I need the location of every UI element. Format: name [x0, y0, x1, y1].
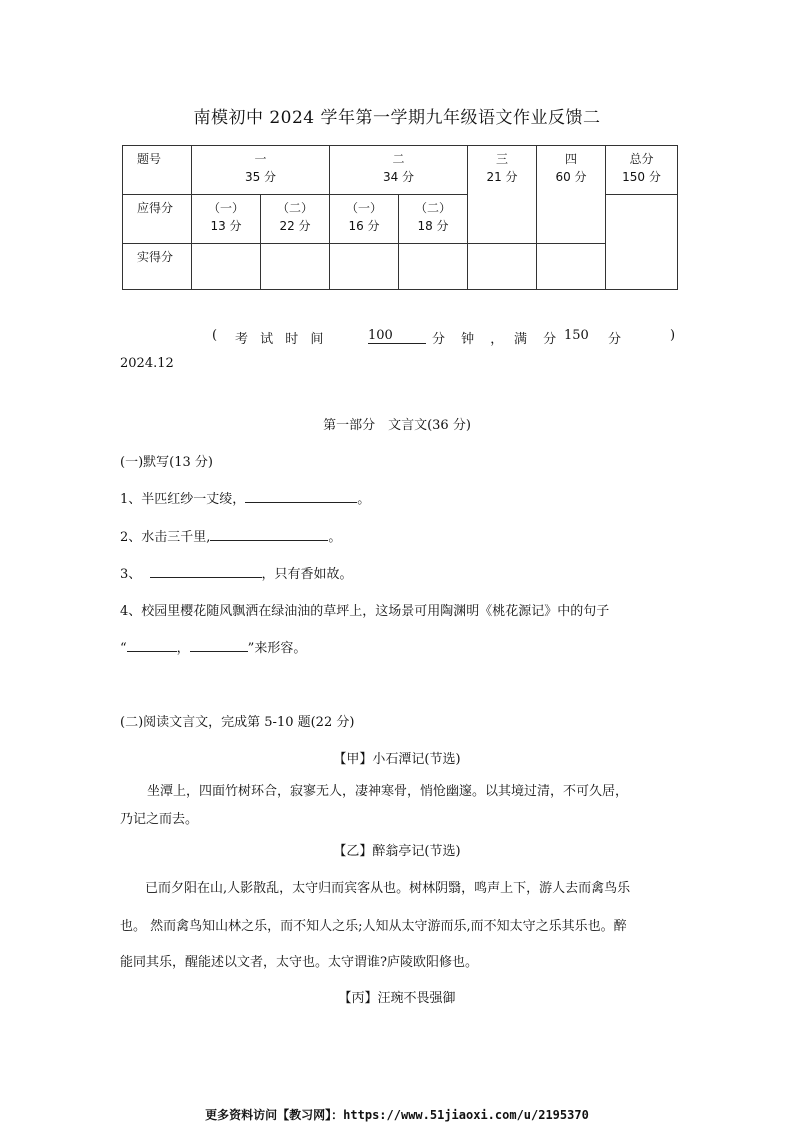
subpart-cell: （一） 13 分	[192, 195, 261, 244]
minutes-label: 分 钟 ，	[432, 332, 510, 347]
section-four-cell: 四 60 分	[537, 146, 606, 244]
exam-time-value: 100	[368, 328, 428, 344]
exam-info-open: (	[212, 328, 218, 343]
question-2: 2、水击三千里, 。	[120, 530, 342, 545]
passage-jia-line: 乃记之而去。	[120, 812, 199, 827]
answer-blank[interactable]	[210, 528, 328, 541]
passage-bing-title: 【丙】汪琬不畏强御	[338, 991, 456, 1006]
header-label: 题号	[123, 146, 192, 195]
question-3: 3、 ，只有香如故。	[120, 567, 353, 582]
page-title: 南模初中 2024 学年第一学期九年级语文作业反馈二	[193, 108, 601, 128]
subpart-cell: （一） 16 分	[330, 195, 399, 244]
passage-jia-title: 【甲】小石潭记(节选)	[333, 752, 461, 767]
passage-yi-line: 也。 然而禽鸟知山林之乐，而不知人之乐;人知从太守游而乐,而不知太守之乐其乐也。醉	[120, 919, 627, 934]
answer-blank[interactable]	[150, 565, 262, 578]
total-score-blank	[606, 195, 678, 290]
total-cell: 总分 150 分	[606, 146, 678, 195]
section2-heading: (二)阅读文言文，完成第 5-10 题(22 分)	[120, 715, 355, 730]
passage-yi-line: 能同其乐，醒能述以文者，太守也。太守谓谁?庐陵欧阳修也。	[120, 955, 478, 970]
question-4: 4、校园里樱花随风飘洒在绿油油的草坪上，这场景可用陶渊明《桃花源记》中的句子	[120, 604, 610, 619]
actual-score-label: 实得分	[123, 244, 192, 290]
passage-jia-line: 坐潭上，四面竹树环合，寂寥无人，凄神寒骨，悄怆幽邃。以其境过清，不可久居，	[147, 784, 629, 799]
section-three-cell: 三 21 分	[468, 146, 537, 244]
due-score-label: 应得分	[123, 195, 192, 244]
question-1: 1、半匹红纱一丈绫， 。	[120, 492, 371, 507]
section1-heading: (一)默写(13 分)	[120, 455, 213, 470]
points-label: 分	[608, 332, 622, 347]
score-blank	[468, 244, 537, 290]
score-blank	[537, 244, 606, 290]
exam-info-close: )	[670, 328, 676, 343]
score-blank	[192, 244, 261, 290]
score-blank	[399, 244, 468, 290]
full-score-label: 满 分	[514, 332, 563, 347]
question-4-cont: “ ， ”来形容。	[120, 641, 307, 656]
subpart-cell: （二） 22 分	[261, 195, 330, 244]
passage-yi-title: 【乙】醉翁亭记(节选)	[333, 844, 461, 859]
part-heading: 第一部分 文言文(36 分)	[323, 418, 471, 433]
answer-blank[interactable]	[127, 639, 177, 652]
exam-time-label: 考 试 时 间	[235, 332, 328, 347]
passage-yi-line: 已而夕阳在山,人影散乱，太守归而宾客从也。树林阴翳，鸣声上下，游人去而禽鸟乐	[145, 881, 631, 896]
footer-link[interactable]: 更多资料访问【教习网】：https://www.51jiaoxi.com/u/2195370	[205, 1108, 589, 1122]
full-score-value: 150	[564, 328, 589, 343]
exam-date: 2024.12	[120, 356, 174, 371]
answer-blank[interactable]	[190, 639, 248, 652]
subpart-cell: （二） 18 分	[399, 195, 468, 244]
score-blank	[261, 244, 330, 290]
score-table	[122, 145, 678, 290]
answer-blank[interactable]	[245, 490, 357, 503]
section-two-cell: 二 34 分	[330, 146, 468, 195]
section-one-cell: 一 35 分	[192, 146, 330, 195]
score-blank	[330, 244, 399, 290]
